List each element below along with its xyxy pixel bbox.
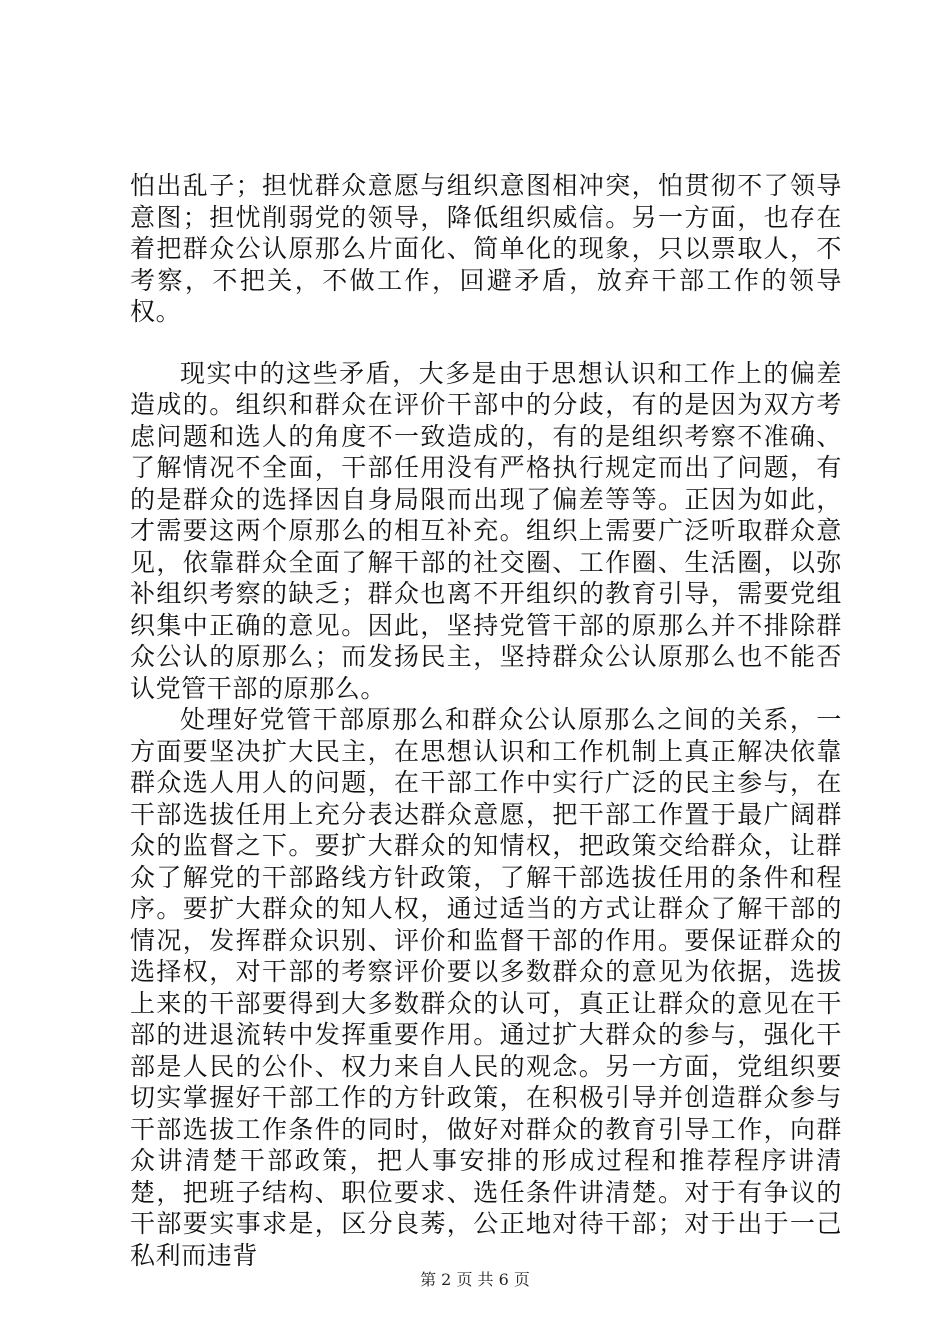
document-body <box>130 170 842 1271</box>
paragraph-1: 怕出乱子；担忧群众意愿与组织意图相冲突，怕贯彻不了领导意图；担忧削弱党的领导，降低组织威信。另一方面，也存在着把群众公认原那么片面化、简单化的现象，只以票取人，不考察，不把关，不做工作，回避矛盾，放弃干部工作的领导权。 <box>130 171 842 326</box>
paragraph-3: 处理好党管干部原那么和群众公认原那么之间的关系，一方面要坚决扩大民主，在思想认识和工作机制上真正解决依靠群众选人用人的问题，在干部工作中实行广泛的民主参与，在干部选拔任用上充分表达群众意愿，把干部工作置于最广阔群众的监督之下。要扩大群众的知情权，把政策交给群众，让群众了解党的干部路线方针政策，了解干部选拔任用的条件和程序。要扩大群众的知人权，通过适当的方式让群众了解干部的情况，发挥群众识别、评价和监督干部的作用。要保证群众的选择权，对干部的考察评价要以多数群众的意见为依据，选拔上来的干部要得到大多数群众的认可，真正让群众的意见在干部的进退流转中发挥重要作用。通过扩大群众的参与，强化干部是人民的公仆、权力来自人民的观念。另一方面，党组织要切实掌握好干部工作的方针政策，在积极引导并创造群众参与干部选拔工作条件的同时，做好对群众的教育引导工作，向群众讲清楚干部政策，把人事安排的形成过程和推荐程序讲清楚，把班子结构、职位要求、选任条件讲清楚。对于有争议的干部要实事求是，区分良莠，公正地对待干部；对于出于一己私利而违背 <box>130 705 842 1270</box>
paragraph-2: 现实中的这些矛盾，大多是由于思想认识和工作上的偏差造成的。组织和群众在评价干部中的分歧，有的是因为双方考虑问题和选人的角度不一致造成的，有的是组织考察不准确、了解情况不全面，干部任用没有严格执行规定而出了问题，有的是群众的选择因自身局限而出现了偏差等等。正因为如此，才需要这两个原那么的相互补充。组织上需要广泛听取群众意见，依靠群众全面了解干部的社交圈、工作圈、生活圈，以弥补组织考察的缺乏；群众也离不开组织的教育引导，需要党组织集中正确的意见。因此，坚持党管干部的原那么并不排除群众公认的原那么；而发扬民主，坚持群众公认原那么也不能否认党管干部的原那么。 <box>130 358 842 703</box>
page-number-footer: 第 2 页 共 6 页 <box>420 1270 530 1289</box>
